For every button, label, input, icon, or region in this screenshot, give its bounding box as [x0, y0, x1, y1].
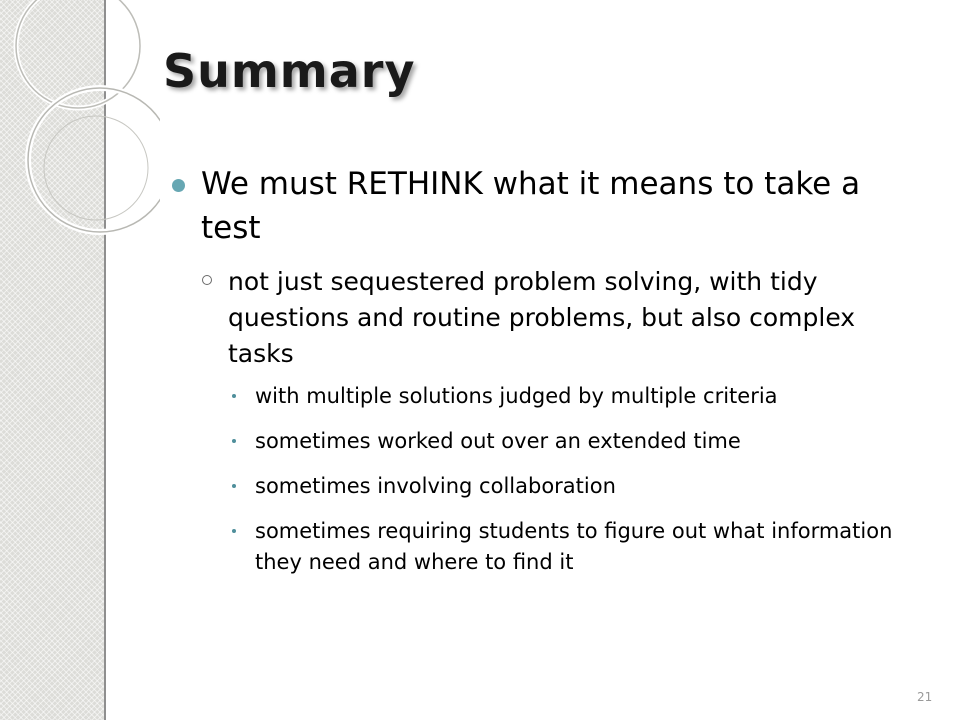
bullet-level2-text: not just sequestered problem solving, with tidy questions and routine problems, but also complex tasks: [228, 267, 856, 368]
bullet-level3-item: [228, 426, 915, 457]
bullet-level3-text: with multiple solutions judged by multiple criteria: [255, 384, 778, 408]
bullet-level3-list: [228, 381, 915, 578]
hollow-circle-bullet-icon: [202, 275, 212, 285]
dot-bullet-icon: [232, 484, 236, 488]
dot-bullet-icon: [232, 439, 236, 443]
bullet-level3-item: [228, 471, 915, 502]
bullet-level3-item: [228, 381, 915, 412]
decorative-circle-lower-outline: [28, 88, 160, 232]
round-bullet-icon: [172, 179, 185, 192]
decorative-circles: [0, 0, 160, 240]
bullet-level2: [198, 264, 915, 372]
bullet-level3-text: sometimes worked out over an extended time: [255, 429, 741, 453]
bullet-level1-text: We must RETHINK what it means to take a test: [201, 166, 861, 246]
slide-number: 21: [917, 690, 933, 704]
bullet-level3-item: [228, 516, 915, 578]
slide-content: [170, 162, 915, 592]
dot-bullet-icon: [232, 529, 236, 533]
decorative-circle-inner: [44, 116, 148, 220]
slide-title: Summary: [163, 44, 416, 98]
dot-bullet-icon: [232, 394, 236, 398]
bullet-level3-text: sometimes involving collaboration: [255, 474, 616, 498]
bullet-level3-text: sometimes requiring students to figure out what information they need and where to find it: [255, 519, 893, 574]
bullet-level1: [170, 162, 915, 250]
